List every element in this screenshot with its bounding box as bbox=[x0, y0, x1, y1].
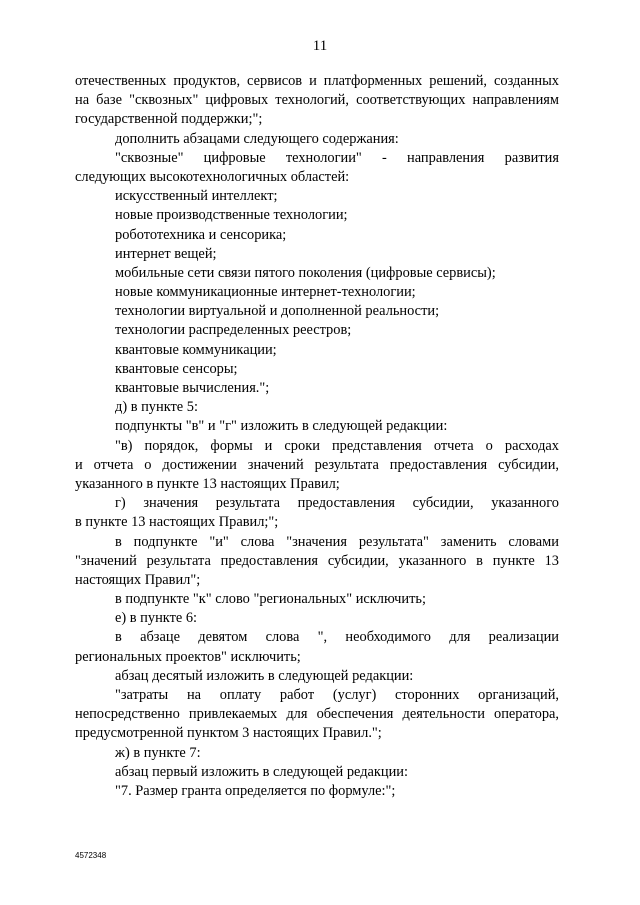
text-line: ж) в пункте 7: bbox=[115, 744, 201, 761]
text-line: новые коммуникационные интернет-технологии; bbox=[115, 284, 416, 301]
text-line: квантовые вычисления."; bbox=[115, 380, 270, 396]
text-line: д) в пункте 5: bbox=[115, 399, 198, 416]
text-line: технологии виртуальной и дополненной реальности; bbox=[115, 303, 440, 320]
text-line: предусмотренной пунктом 3 настоящих Правил."; bbox=[75, 725, 382, 742]
text-line: "затраты на оплату работ (услуг) сторонних организаций, bbox=[115, 687, 559, 703]
text-line: следующих высокотехнологичных областей: bbox=[75, 168, 350, 185]
text-line: указанного в пункте 13 настоящих Правил; bbox=[75, 475, 340, 492]
text-line: настоящих Правил"; bbox=[75, 571, 201, 588]
text-line: непосредственно привлекаемых для обеспечения деятельности оператора, bbox=[75, 706, 559, 723]
text-line: е) в пункте 6: bbox=[115, 610, 198, 627]
text-line: интернет вещей; bbox=[115, 245, 217, 262]
text-line: квантовые коммуникации; bbox=[115, 341, 277, 358]
text-line: абзац десятый изложить в следующей редакции: bbox=[115, 667, 414, 684]
text-line: квантовые сенсоры; bbox=[115, 360, 238, 377]
text-line: дополнить абзацами следующего содержания: bbox=[115, 130, 399, 147]
text-line: "7. Размер гранта определяется по формуле:"; bbox=[115, 782, 396, 799]
text-line: отечественных продуктов, сервисов и платформенных решений, созданных bbox=[75, 73, 559, 89]
text-line: подпункты "в" и "г" изложить в следующей редакции: bbox=[115, 418, 448, 435]
text-line: в пункте 13 настоящих Правил;"; bbox=[75, 514, 279, 531]
text-line: в подпункте "и" слова "значения результата" заменить словами bbox=[115, 533, 559, 550]
text-line: региональных проектов" исключить; bbox=[75, 648, 301, 665]
text-line: в подпункте "к" слово "региональных" исключить; bbox=[115, 591, 426, 608]
text-line: робототехника и сенсорика; bbox=[115, 226, 287, 243]
text-line: абзац первый изложить в следующей редакции: bbox=[115, 763, 409, 780]
page-number: 11 bbox=[312, 38, 328, 54]
text-line: "сквозные" цифровые технологии" - направления развития bbox=[115, 149, 559, 166]
text-line: на базе "сквозных" цифровых технологий, соответствующих направлениям bbox=[75, 92, 559, 109]
text-line: государственной поддержки;"; bbox=[75, 111, 263, 128]
text-line: "в) порядок, формы и сроки представления отчета о расходах bbox=[115, 437, 559, 454]
text-line: и отчета о достижении значений результата предоставления субсидии, bbox=[75, 456, 559, 473]
text-line: г) значения результата предоставления субсидии, указанного bbox=[115, 495, 559, 512]
text-line: искусственный интеллект; bbox=[115, 188, 278, 205]
text-line: мобильные сети связи пятого поколения (цифровые сервисы); bbox=[115, 264, 496, 281]
text-line: технологии распределенных реестров; bbox=[115, 322, 352, 339]
text-line: в абзаце девятом слова ", необходимого для реализации bbox=[115, 629, 559, 646]
document-id: 4572348 bbox=[75, 851, 107, 860]
document-body bbox=[75, 72, 559, 801]
text-line: новые производственные технологии; bbox=[115, 207, 348, 224]
text-line: "значений результата предоставления субсидии, указанного в пункте 13 bbox=[75, 552, 559, 569]
